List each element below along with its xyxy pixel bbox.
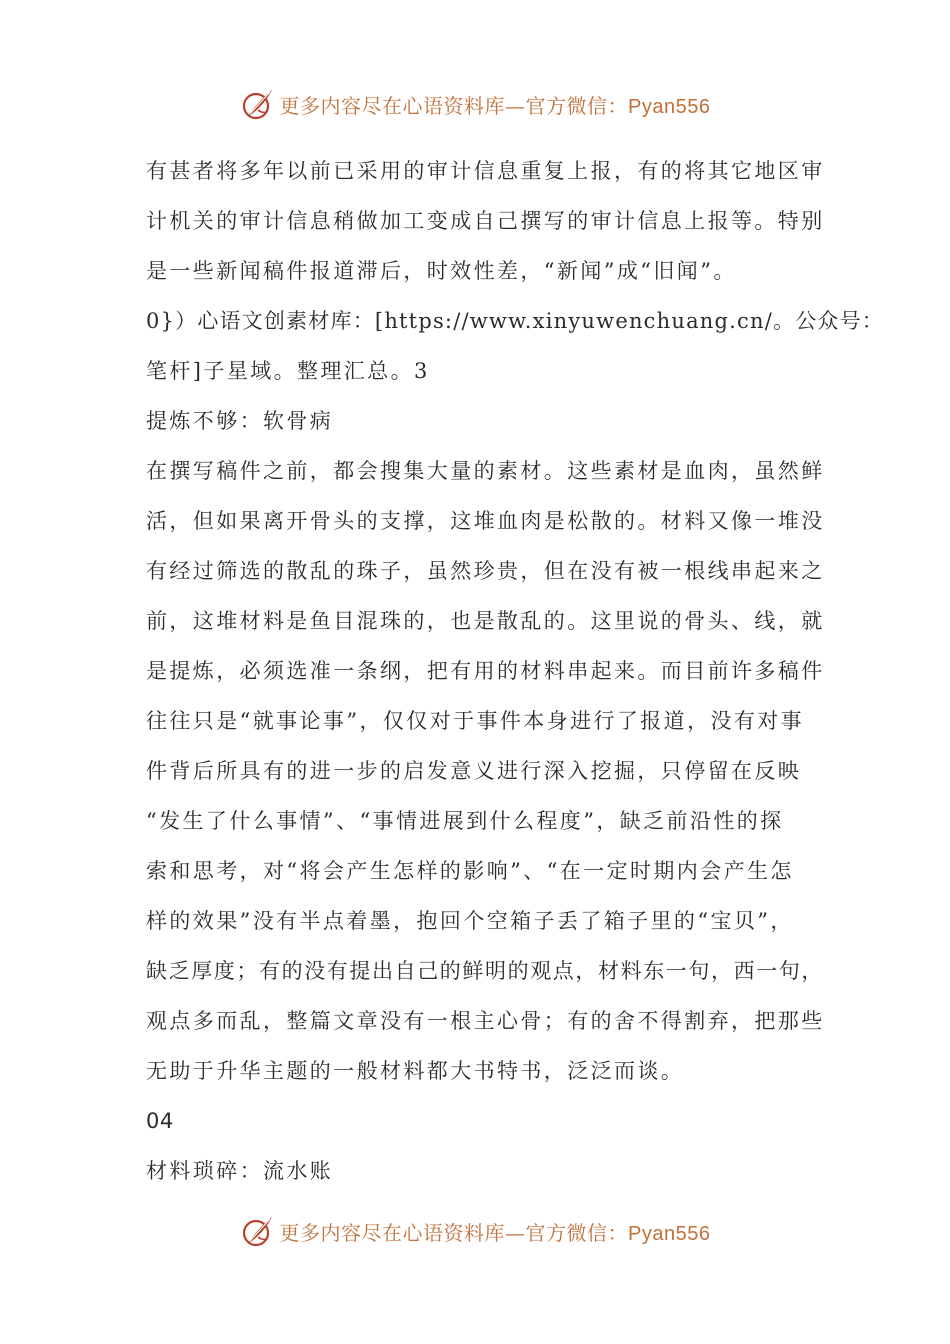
banner-wechat-id: Pyan556 [628, 1222, 711, 1245]
banner-slogan: 更多内容尽在心语资料库—官方微信： [279, 1220, 629, 1245]
text-line: 在撰写稿件之前，都会搜集大量的素材。这些素材是血肉，虽然鲜 [146, 459, 825, 483]
quill-pen-circle-icon [240, 86, 276, 122]
banner-text [280, 1217, 711, 1246]
section-heading: 材料琐碎：流水账 [146, 1159, 334, 1183]
text-line: 前，这堆材料是鱼目混珠的，也是散乱的。这里说的骨头、线，就 [146, 609, 825, 633]
text-line: 观点多而乱，整篇文章没有一根主心骨；有的舍不得割弃，把那些 [146, 1009, 825, 1033]
text-line: 件背后所具有的进一步的启发意义进行深入挖掘，只停留在反映 [146, 759, 802, 783]
text-line: 往往只是“就事论事”，仅仅对于事件本身进行了报道，没有对事 [146, 709, 805, 733]
text-line: 缺乏厚度；有的没有提出自己的鲜明的观点，材料东一句，西一句， [146, 959, 824, 983]
text-line: 笔杆]子星域。整理汇总。3 [146, 359, 430, 383]
text-line: 有经过筛选的散乱的珠子，虽然珍贵，但在没有被一根线串起来之 [146, 559, 825, 583]
header-banner [0, 84, 950, 124]
text-line: 样的效果”没有半点着墨，抱回个空箱子丢了箱子里的“宝贝”， [146, 909, 794, 933]
banner-wechat-id: Pyan556 [628, 95, 711, 118]
text-line: 索和思考，对“将会产生怎样的影响”、“在一定时期内会产生怎 [146, 859, 794, 883]
text-line: 无助于升华主题的一般材料都大书特书，泛泛而谈。 [146, 1059, 685, 1083]
banner-text [280, 90, 711, 119]
banner-slogan: 更多内容尽在心语资料库—官方微信： [279, 93, 629, 118]
text-line: 有甚者将多年以前已采用的审计信息重复上报，有的将其它地区审 [146, 159, 825, 183]
text-line: 活，但如果离开骨头的支撑，这堆血肉是松散的。材料又像一堆没 [146, 509, 825, 533]
section-heading: 提炼不够：软骨病 [146, 409, 334, 433]
text-line-link: 0}）心语文创素材库：[https://www.xinyuwenchuang.cn/。公众号： [146, 309, 885, 333]
quill-pen-circle-icon [240, 1213, 276, 1249]
footer-banner [0, 1211, 950, 1251]
text-line: 是提炼，必须选准一条纲，把有用的材料串起来。而目前许多稿件 [146, 659, 825, 683]
text-line: 计机关的审计信息稍做加工变成自己撰写的审计信息上报等。特别 [146, 209, 825, 233]
section-number: 04 [146, 1109, 174, 1133]
document-body [146, 146, 885, 1196]
text-line: “发生了什么事情”、“事情进展到什么程度”，缺乏前沿性的探 [146, 809, 784, 833]
text-line: 是一些新闻稿件报道滞后，时效性差，“新闻”成“旧闻”。 [146, 259, 737, 283]
